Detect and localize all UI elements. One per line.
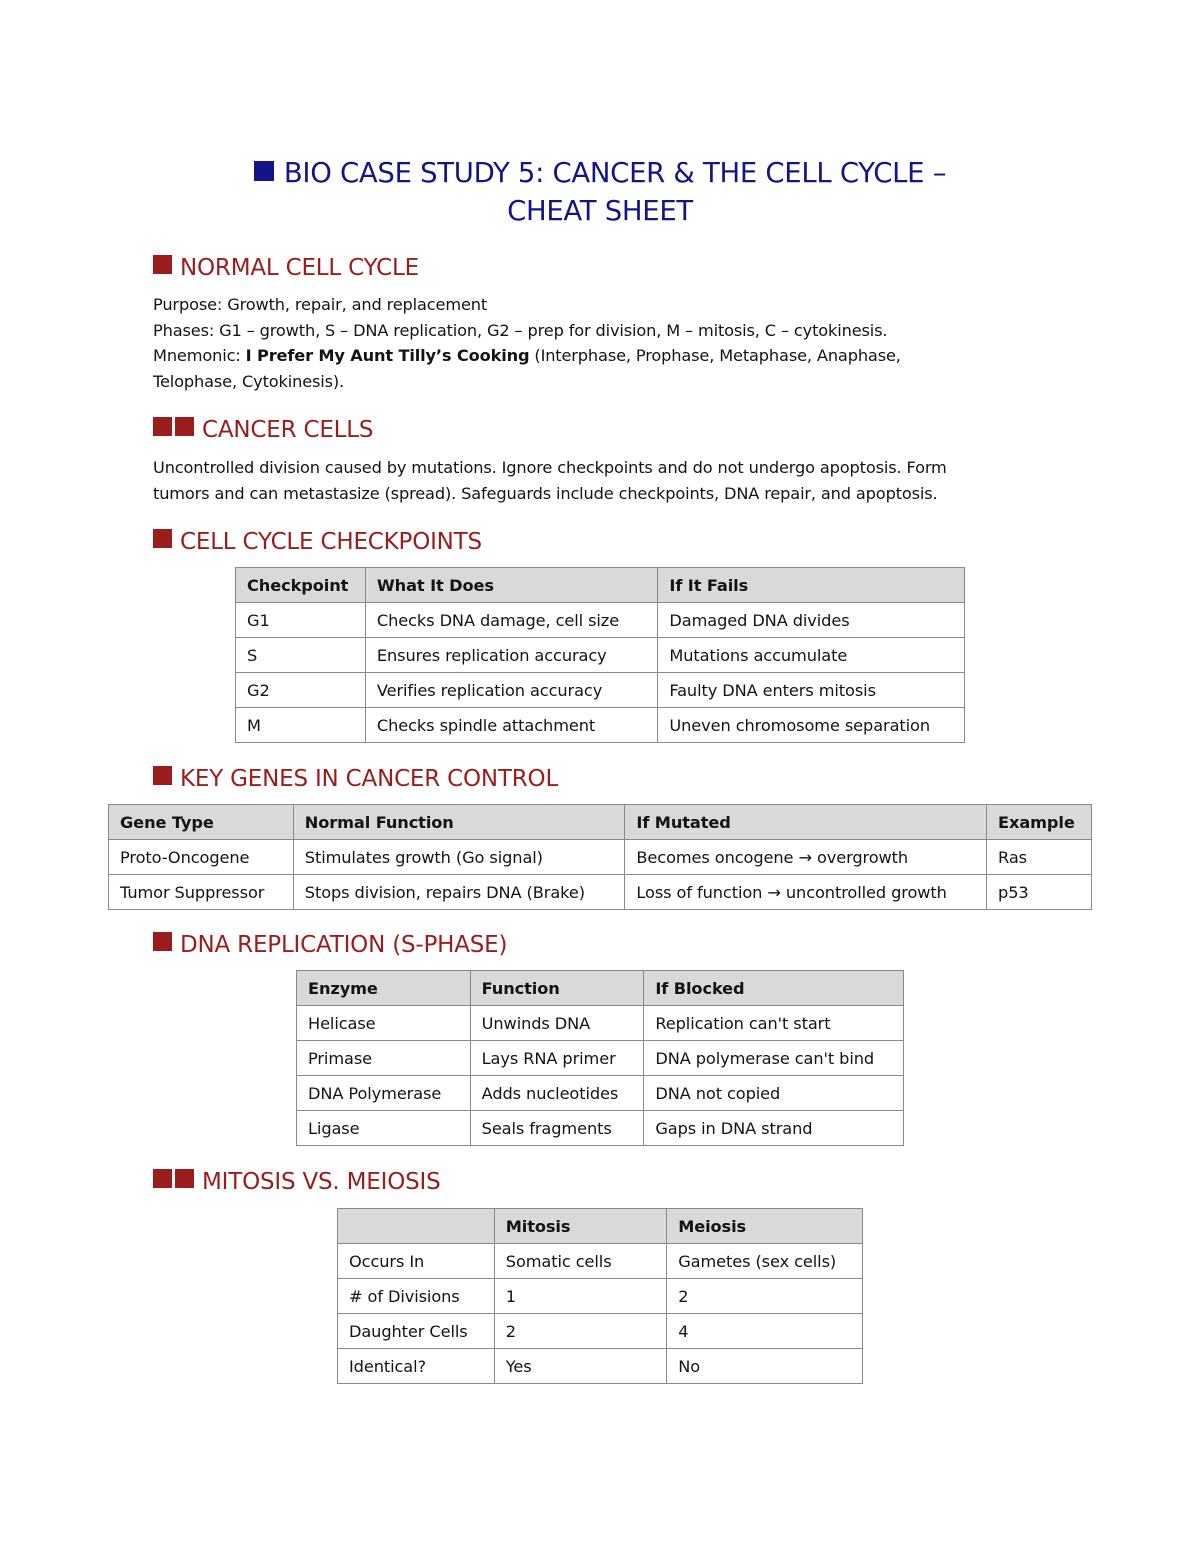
mnemonic-line-2: Telophase, Cytokinesis). <box>153 371 345 391</box>
heading-checkpoints <box>153 527 482 557</box>
mnemonic-rest: (Interphase, Prophase, Metaphase, Anaphase, <box>529 346 901 365</box>
column-header <box>338 1209 495 1244</box>
table-cell: M <box>236 708 366 743</box>
table-cell: DNA Polymerase <box>297 1076 471 1111</box>
table-row <box>236 638 965 673</box>
mnemonic-bold: I Prefer My Aunt Tilly’s Cooking <box>245 346 530 365</box>
heading-label: NORMAL CELL CYCLE <box>180 255 419 281</box>
column-header: Enzyme <box>297 971 471 1006</box>
key-genes-table <box>108 804 1092 910</box>
heading-normal-cell-cycle <box>153 253 419 283</box>
table-cell: 2 <box>494 1314 666 1349</box>
table-cell: Helicase <box>297 1006 471 1041</box>
square-bullet-icon <box>153 255 172 274</box>
square-bullet-icon <box>153 529 172 548</box>
table-row <box>338 1244 863 1279</box>
table-row <box>297 1006 904 1041</box>
title-text-1: BIO CASE STUDY 5: CANCER & THE CELL CYCLE – <box>283 157 947 189</box>
column-header: If Mutated <box>625 805 987 840</box>
table-cell: Yes <box>494 1349 666 1384</box>
table-row <box>109 875 1092 910</box>
title-line-1 <box>0 154 1200 192</box>
table-cell: 1 <box>494 1279 666 1314</box>
table-cell: Checks spindle attachment <box>365 708 658 743</box>
table-cell: DNA not copied <box>644 1076 904 1111</box>
table-cell: 4 <box>667 1314 863 1349</box>
table-cell: Gaps in DNA strand <box>644 1111 904 1146</box>
mnemonic-prefix: Mnemonic: <box>153 346 246 365</box>
table-row <box>338 1279 863 1314</box>
phases-line: Phases: G1 – growth, S – DNA replication, G2 – prep for division, M – mitosis, C – cytokinesis. <box>153 320 888 340</box>
table-cell: Verifies replication accuracy <box>365 673 658 708</box>
table-row <box>297 1111 904 1146</box>
cancer-line-2: tumors and can metastasize (spread). Safeguards include checkpoints, DNA repair, and apoptosis. <box>153 483 938 503</box>
heading-key-genes <box>153 764 558 794</box>
heading-label: MITOSIS VS. MEIOSIS <box>202 1169 441 1195</box>
table-row <box>297 1041 904 1076</box>
square-bullet-icon <box>153 417 172 436</box>
table-cell: Somatic cells <box>494 1244 666 1279</box>
normal-cell-cycle-text <box>153 292 1053 394</box>
heading-mitosis-vs-meiosis <box>153 1167 440 1197</box>
square-bullet-icon <box>254 161 274 181</box>
column-header: If Blocked <box>644 971 904 1006</box>
table-cell: Ligase <box>297 1111 471 1146</box>
table-header-row <box>297 971 904 1006</box>
table-row <box>236 673 965 708</box>
table-cell: Daughter Cells <box>338 1314 495 1349</box>
table-header-row <box>338 1209 863 1244</box>
table-cell: Unwinds DNA <box>470 1006 644 1041</box>
table-cell: Primase <box>297 1041 471 1076</box>
table-header-row <box>236 568 965 603</box>
table-row <box>109 840 1092 875</box>
table-cell: Uneven chromosome separation <box>658 708 965 743</box>
column-header: Mitosis <box>494 1209 666 1244</box>
table-cell: S <box>236 638 366 673</box>
table-row <box>236 603 965 638</box>
heading-label: CANCER CELLS <box>202 417 374 443</box>
table-cell: Adds nucleotides <box>470 1076 644 1111</box>
column-header: Normal Function <box>293 805 625 840</box>
table-cell: Becomes oncogene → overgrowth <box>625 840 987 875</box>
table-cell: 2 <box>667 1279 863 1314</box>
table-cell: Checks DNA damage, cell size <box>365 603 658 638</box>
table-cell: Mutations accumulate <box>658 638 965 673</box>
table-cell: Proto-Oncogene <box>109 840 294 875</box>
mitosis-meiosis-table <box>337 1208 863 1384</box>
table-row <box>236 708 965 743</box>
mnemonic-line <box>153 343 1053 369</box>
table-cell: No <box>667 1349 863 1384</box>
heading-label: DNA REPLICATION (S-PHASE) <box>180 932 508 958</box>
table-cell: DNA polymerase can't bind <box>644 1041 904 1076</box>
table-cell: Replication can't start <box>644 1006 904 1041</box>
column-header: What It Does <box>365 568 658 603</box>
cancer-cells-text <box>153 455 1053 506</box>
purpose-line: Purpose: Growth, repair, and replacement <box>153 295 488 314</box>
table-cell: G2 <box>236 673 366 708</box>
table-row <box>297 1076 904 1111</box>
column-header: If It Fails <box>658 568 965 603</box>
table-cell: Gametes (sex cells) <box>667 1244 863 1279</box>
square-bullet-icon <box>153 766 172 785</box>
table-cell: Damaged DNA divides <box>658 603 965 638</box>
table-cell: # of Divisions <box>338 1279 495 1314</box>
table-cell: Ensures replication accuracy <box>365 638 658 673</box>
column-header: Function <box>470 971 644 1006</box>
heading-dna-replication <box>153 930 507 960</box>
table-cell: Stimulates growth (Go signal) <box>293 840 625 875</box>
table-cell: Seals fragments <box>470 1111 644 1146</box>
column-header: Checkpoint <box>236 568 366 603</box>
table-row <box>338 1349 863 1384</box>
table-cell: Tumor Suppressor <box>109 875 294 910</box>
table-cell: p53 <box>987 875 1092 910</box>
table-header-row <box>109 805 1092 840</box>
checkpoints-table <box>235 567 965 743</box>
cancer-line-1: Uncontrolled division caused by mutations. Ignore checkpoints and do not undergo apoptosis. Form <box>153 458 947 477</box>
heading-cancer-cells <box>153 415 373 445</box>
column-header: Example <box>987 805 1092 840</box>
table-cell: Faulty DNA enters mitosis <box>658 673 965 708</box>
square-bullet-icon <box>175 417 194 436</box>
column-header: Meiosis <box>667 1209 863 1244</box>
heading-label: CELL CYCLE CHECKPOINTS <box>180 529 482 555</box>
dna-replication-table <box>296 970 904 1146</box>
table-cell: Stops division, repairs DNA (Brake) <box>293 875 625 910</box>
table-cell: Loss of function → uncontrolled growth <box>625 875 987 910</box>
column-header: Gene Type <box>109 805 294 840</box>
heading-label: KEY GENES IN CANCER CONTROL <box>180 766 559 792</box>
square-bullet-icon <box>175 1169 194 1188</box>
table-cell: Lays RNA primer <box>470 1041 644 1076</box>
table-cell: G1 <box>236 603 366 638</box>
table-cell: Ras <box>987 840 1092 875</box>
square-bullet-icon <box>153 1169 172 1188</box>
table-row <box>338 1314 863 1349</box>
page-title <box>0 154 1200 230</box>
table-cell: Occurs In <box>338 1244 495 1279</box>
title-text-2: CHEAT SHEET <box>507 195 693 227</box>
table-cell: Identical? <box>338 1349 495 1384</box>
square-bullet-icon <box>153 932 172 951</box>
